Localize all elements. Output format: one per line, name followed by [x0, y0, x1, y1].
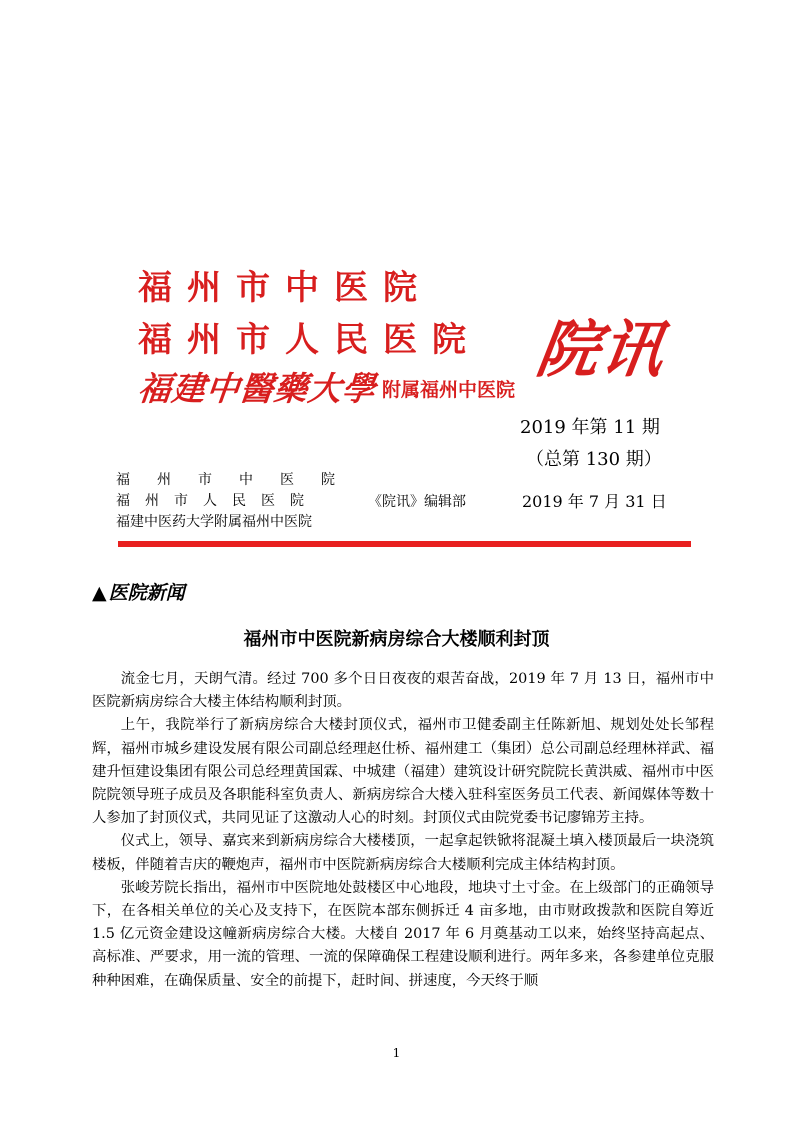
article-body: [92, 668, 714, 993]
affiliate-name: 附属福州中医院: [382, 379, 516, 401]
issue-number: 2019 年第 11 期: [520, 417, 660, 438]
issue-total-number: （总第 130 期）: [526, 449, 662, 470]
newsletter-title: 院讯: [532, 313, 671, 386]
publication-date: 2019 年 7 月 31 日: [522, 492, 667, 511]
header-divider: [118, 541, 691, 547]
section-heading: [92, 578, 185, 605]
editorial-department: 《院讯》编辑部: [368, 494, 466, 510]
article-paragraph: 上午，我院举行了新病房综合大楼封顶仪式，福州市卫健委副主任陈新旭、规划处处长邹程辉，福州市城乡建设发展有限公司副总经理赵仕桥、福州建工（集团）总公司副总经理林祥武、福建升恒建设集团有限公司总经理黄国霖、中城建（福建）建筑设计研究院院长黄洪威、福州市中医院院领导班子成员及各职能科室负责人、新病房综合大楼入驻科室医务员工代表、新闻媒体等数十人参加了封顶仪式，共同见证了这激动人心的时刻。封顶仪式由院党委书记廖锦芳主持。: [92, 717, 714, 827]
masthead: [138, 262, 515, 412]
publisher-name: 福州市中医院: [116, 472, 362, 488]
article-headline: 福州市中医院新病房综合大楼顺利封顶: [243, 629, 550, 650]
page-number: 1: [392, 1046, 401, 1060]
section-title: 医院新闻: [108, 582, 185, 604]
masthead-hospital-name-2: 福州市人民医院: [138, 320, 481, 360]
masthead-university-line: [138, 366, 515, 412]
article-paragraph: 张峻芳院长指出，福州市中医院地处鼓楼区中心地段，地块寸土寸金。在上级部门的正确领导下，在各相关单位的关心及支持下，在医院本部东侧拆迁 4 亩多地，由市财政拨款和医院自筹近 1.5 亿元资金建设这幢新病房综合大楼。大楼自 2017 年 6 月奠基动工以来，始终坚持高起点、高标准、严要求，用一流的管理、一流的保障确保工程建设顺利进行。两年多来，各参建单位克服种种困难，在确保质量、安全的前提下，赶时间、拼速度，今天终于顺: [92, 879, 714, 989]
publisher-list: [116, 470, 362, 533]
publisher-name: 福州市人民医院: [116, 493, 319, 509]
masthead-hospital-name-1: 福州市中医院: [138, 268, 432, 308]
publisher-name: 福建中医药大学附属福州中医院: [116, 514, 312, 530]
university-calligraphy-logo: 福建中醫藥大學: [136, 369, 379, 408]
triangle-icon: ▲: [92, 582, 107, 604]
article-paragraph: 仪式上，领导、嘉宾来到新病房综合大楼楼顶，一起拿起铁锨将混凝土填入楼顶最后一块浇筑楼板，伴随着吉庆的鞭炮声，福州市中医院新病房综合大楼顺利完成主体结构封顶。: [92, 833, 714, 873]
article-paragraph: 流金七月，天朗气清。经过 700 多个日日夜夜的艰苦奋战，2019 年 7 月 13 日，福州市中医院新病房综合大楼主体结构顺利封顶。: [92, 671, 714, 711]
